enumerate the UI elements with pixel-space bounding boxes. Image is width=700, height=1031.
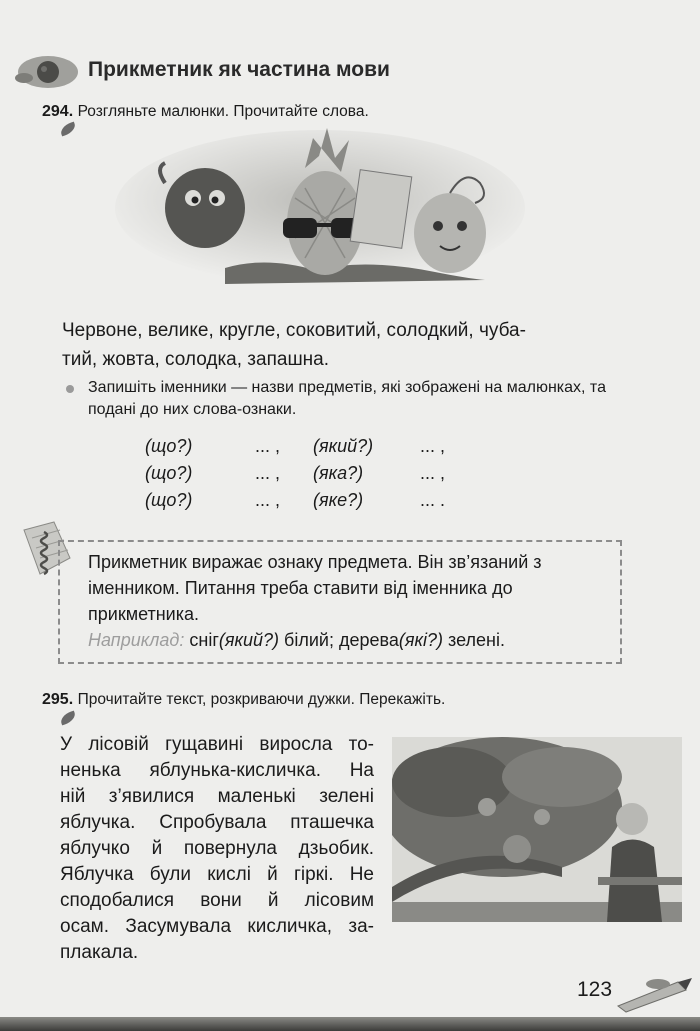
story-line: ній з’явилися маленькі зелені bbox=[60, 786, 374, 807]
story-line: У лісовій гущавині виросла то- bbox=[60, 734, 374, 755]
blank-dots: ... , bbox=[255, 436, 281, 456]
sunflower-icon bbox=[14, 52, 80, 92]
story-line: ненька яблунька-кисличка. На bbox=[60, 760, 374, 781]
pen-leaf-icon bbox=[59, 711, 77, 726]
words-line: тий, жовта, солодка, запашна. bbox=[62, 349, 330, 370]
fruit-characters-illustration bbox=[105, 128, 535, 298]
rule-text: Прикметник виражає ознаку предмета. Він зв’язаний з іменником. Питання треба ставити від іменника до прикметника. bbox=[88, 552, 542, 624]
example-question: (які?) bbox=[398, 630, 444, 650]
example-question: (який?) bbox=[218, 630, 280, 650]
story-line: Яблучка були кислі й гіркі. Не bbox=[60, 864, 374, 885]
noun-question: (що?) bbox=[145, 490, 193, 510]
blank-dots: ... , bbox=[255, 463, 281, 483]
story-text bbox=[60, 732, 374, 966]
exercise-294-header bbox=[42, 103, 369, 121]
adjective-question: (яке?) bbox=[313, 490, 364, 510]
lesson-title: Прикметник як частина мови bbox=[88, 58, 390, 81]
example-part: зелені. bbox=[448, 630, 505, 650]
pen-leaf-icon bbox=[59, 122, 77, 137]
task-bullet: Запишіть іменники — назви предметів, які зображені на малюнках, та подані до них слова-ознаки. bbox=[88, 379, 606, 418]
exercise-number: 294. bbox=[42, 103, 74, 120]
adjective-question: (який?) bbox=[313, 436, 374, 456]
exercise-number: 295. bbox=[42, 691, 74, 708]
apple-tree-illustration bbox=[392, 737, 682, 922]
exercise-instruction: Прочитайте текст, розкриваючи дужки. Перекажіть. bbox=[77, 691, 446, 708]
adjective-question: (яка?) bbox=[313, 463, 364, 483]
noun-question: (що?) bbox=[145, 463, 193, 483]
adjective-words bbox=[62, 316, 622, 374]
exercise-instruction: Розгляньте малюнки. Прочитайте слова. bbox=[77, 103, 369, 120]
blank-dots: ... , bbox=[420, 463, 446, 483]
story-line: сподобалися вони й лісовим bbox=[60, 890, 374, 911]
example-noun: сніг bbox=[189, 630, 219, 650]
blank-dots: ... , bbox=[255, 490, 281, 510]
pencil-icon bbox=[614, 972, 694, 1014]
example-part: білий; дерева bbox=[284, 630, 399, 650]
noun-question: (що?) bbox=[145, 436, 193, 456]
bullet-icon bbox=[66, 385, 74, 393]
page-bottom-edge bbox=[0, 1017, 700, 1031]
story-line: осам. Засумувала кисличка, за- bbox=[60, 916, 374, 937]
story-line: яблучка. Спробувала пташечка bbox=[60, 812, 374, 833]
example-label: Наприклад: bbox=[88, 630, 185, 650]
exercise-295-header bbox=[42, 691, 445, 709]
page-number: 123 bbox=[577, 978, 613, 1001]
story-line: яблучко й повернула дзьобик. bbox=[60, 838, 374, 859]
blank-dots: ... , bbox=[420, 436, 446, 456]
story-line: плакала. bbox=[60, 942, 139, 963]
rule-example bbox=[88, 630, 505, 651]
words-line: Червоне, велике, кругле, соковитий, солодкий, чуба- bbox=[62, 320, 526, 341]
blank-dots: ... . bbox=[420, 490, 446, 510]
